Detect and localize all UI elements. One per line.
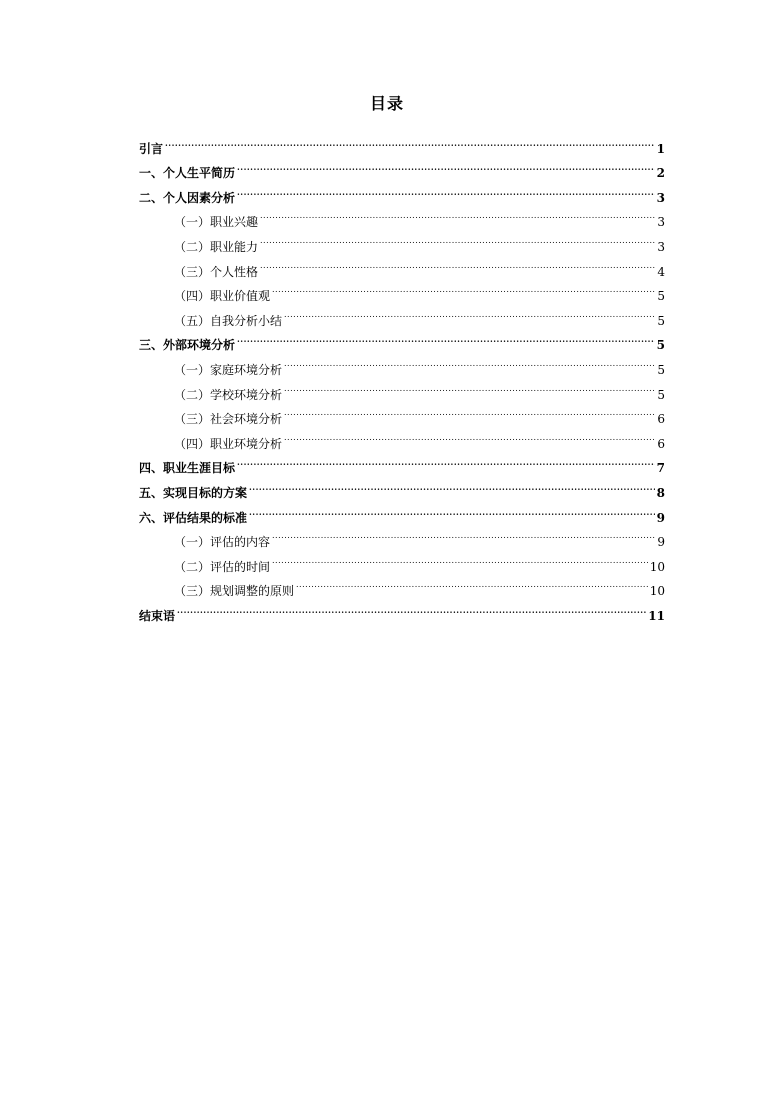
toc-entry-label: （三）社会环境分析 xyxy=(174,412,283,427)
toc-entry-page-number: 6 xyxy=(657,412,665,427)
toc-entry-page-number: 5 xyxy=(657,313,665,328)
toc-entry-label: （二）评估的时间 xyxy=(174,559,271,574)
toc-dot-leader xyxy=(177,595,646,620)
toc-entry-label: 六、评估结果的标准 xyxy=(139,510,248,525)
toc-entry-label: 结束语 xyxy=(139,608,176,623)
toc-entry-page-number: 1 xyxy=(656,141,665,156)
toc-entry-label: （二）学校环境分析 xyxy=(174,387,283,402)
toc-entry-page-number: 3 xyxy=(657,215,665,230)
toc-dot-leader xyxy=(272,546,648,571)
toc-dot-leader xyxy=(237,448,655,473)
toc-entry-label: （四）职业环境分析 xyxy=(174,436,283,451)
toc-entry-label: （三）规划调整的原则 xyxy=(174,584,295,599)
toc-dot-leader xyxy=(165,128,655,153)
toc-entry-label: （四）职业价值观 xyxy=(174,289,271,304)
toc-entry-page-number: 2 xyxy=(656,166,665,181)
toc-entry-page-number: 5 xyxy=(657,289,665,304)
toc-dot-leader xyxy=(260,226,655,251)
toc-dot-leader xyxy=(284,423,655,448)
toc-dot-leader xyxy=(284,399,655,424)
toc-dot-leader xyxy=(237,325,655,350)
toc-dot-leader xyxy=(272,522,655,547)
toc-list xyxy=(139,128,665,623)
toc-entry-page-number: 5 xyxy=(657,362,665,377)
toc-dot-leader xyxy=(237,153,655,178)
toc-entry-label: （三）个人性格 xyxy=(174,264,259,279)
toc-entry-label: （二）职业能力 xyxy=(174,239,259,254)
toc-entry-label: 四、职业生涯目标 xyxy=(139,461,236,476)
toc-title: 目录 xyxy=(369,94,404,113)
toc-entry-page-number: 3 xyxy=(656,190,665,205)
toc-entry-page-number: 9 xyxy=(657,535,665,550)
toc-entry-page-number: 10 xyxy=(649,559,665,574)
toc-dot-leader xyxy=(284,374,655,399)
toc-entry-label: （五）自我分析小结 xyxy=(174,313,283,328)
toc-entry-label: 二、个人因素分析 xyxy=(139,190,236,205)
toc-entry-page-number: 7 xyxy=(656,461,665,476)
toc-entry-label: （一）评估的内容 xyxy=(174,535,271,550)
toc-entry-page-number: 5 xyxy=(657,387,665,402)
toc-entry-page-number: 5 xyxy=(656,338,665,353)
toc-dot-leader xyxy=(272,276,655,301)
toc-dot-leader xyxy=(284,300,655,325)
toc-dot-leader xyxy=(249,497,655,522)
toc-dot-leader xyxy=(237,177,655,202)
toc-entry-label: （一）家庭环境分析 xyxy=(174,362,283,377)
toc-entry[interactable] xyxy=(139,595,665,623)
toc-dot-leader xyxy=(260,251,655,276)
toc-dot-leader xyxy=(284,349,655,374)
toc-entry-page-number: 10 xyxy=(649,584,665,599)
toc-entry-page-number: 9 xyxy=(656,510,665,525)
toc-dot-leader xyxy=(296,571,648,596)
toc-dot-leader xyxy=(249,472,655,497)
toc-entry-label: 三、外部环境分析 xyxy=(139,338,236,353)
toc-entry-page-number: 11 xyxy=(648,608,665,623)
toc-entry-label: 五、实现目标的方案 xyxy=(139,485,248,500)
toc-entry-page-number: 8 xyxy=(656,485,665,500)
toc-dot-leader xyxy=(260,202,655,227)
toc-entry-label: 一、个人生平简历 xyxy=(139,166,236,181)
toc-entry-page-number: 3 xyxy=(657,239,665,254)
toc-entry-page-number: 6 xyxy=(657,436,665,451)
toc-entry-page-number: 4 xyxy=(657,264,665,279)
toc-entry[interactable] xyxy=(139,153,665,181)
toc-entry[interactable] xyxy=(139,128,665,156)
toc-entry-label: 引言 xyxy=(139,141,164,156)
toc-entry-label: （一）职业兴趣 xyxy=(174,215,259,230)
